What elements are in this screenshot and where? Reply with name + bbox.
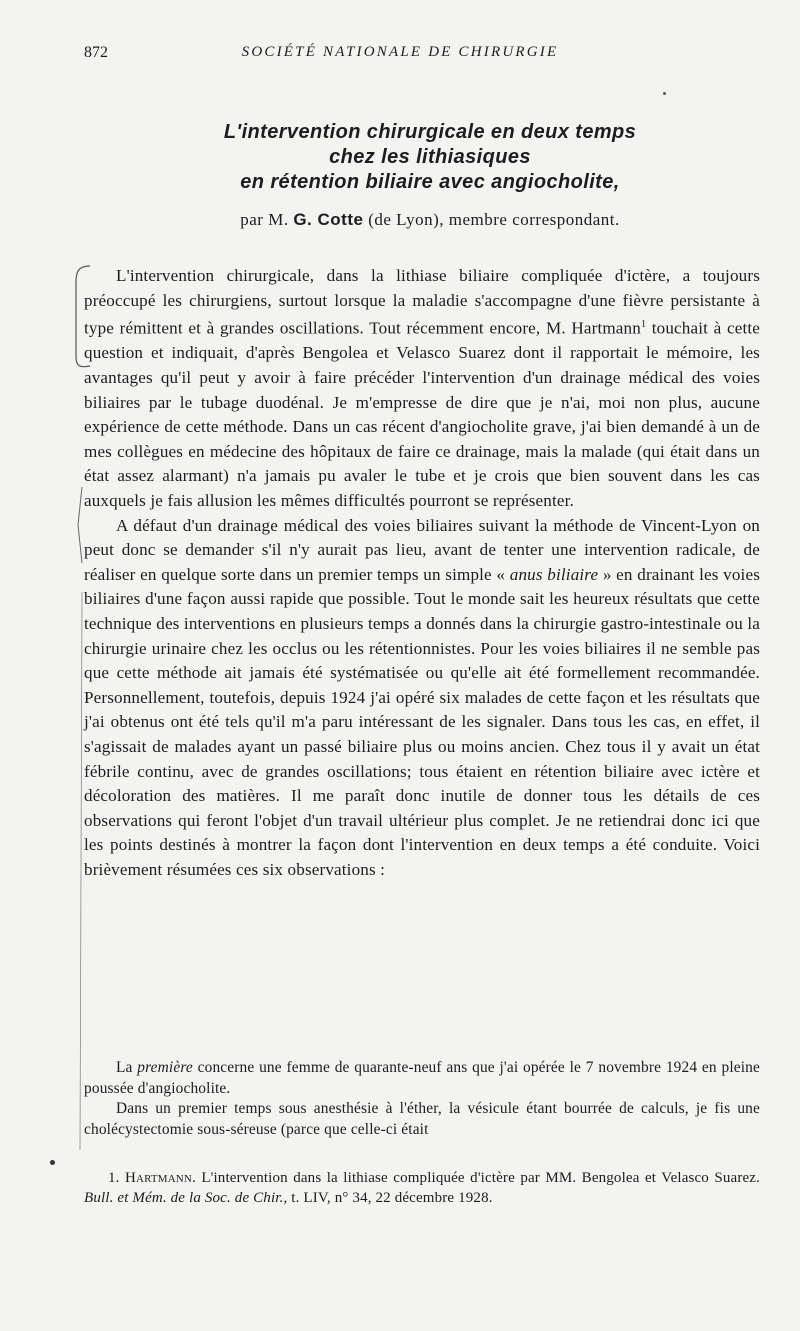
body-p2-text-b: » en drainant les voies biliaires d'une façon aussi rapide que possible. Tout le monde sait les heureux résultats que cette technique des interventions en plusieurs temps a donnés dans la chirurgie gastro-intestinale ou la chirurgie urinaire chez les occlus ou les rétentionnistes. Pour les voies biliaires il ne semble pas que cette méthode ait jamais été systématisée ou qu'elle ait été formellement recommandée. Personnellement, toutefois, depuis 1924 j'ai opéré six malades de cette façon et les résultats que j'ai obtenus ont été tels qu'il m'a paru intéressant de les signaler. Dans tous les cas, en effet, il s'agissait de malades ayant un passé biliaire plus ou moins ancien. Chez tous il y avait un état fébrile continu, avec de grandes oscillations; tous étaient en rétention biliaire avec ictère et décoloration des matières. Il me paraît donc inutile de donner tous les détails de ces observations qui feront l'objet d'un travail ultérieur plus complet. Je ne retiendrai donc ici que les points destinés à montrer la façon dont l'intervention en deux temps a été conduite. Voici brièvement résumées ces six observations : <box>84 564 760 879</box>
body-p1-text-a: L'intervention chirurgicale, dans la lithiase biliaire compliquée d'ictère, a toujours préoccupé les chirurgiens, surtout lorsque la maladie s'accompagne d'une fièvre persistante à type rémittent et à grandes oscillations. Tout récemment encore, M. Hartmann <box>84 266 760 338</box>
body-p2-emphasis: anus biliaire <box>509 564 599 584</box>
footnote-text-a: L'intervention dans la lithiase compliquée d'ictère par MM. Bengolea et Velasco Suarez. <box>195 1170 760 1186</box>
footnote <box>84 1168 760 1208</box>
observations-section <box>84 1058 760 1140</box>
margin-dot <box>50 1160 55 1165</box>
obs-p1-text-b: concerne une femme de quarante-neuf ans que j'ai opérée le 7 novembre 1924 en pleine poussée d'angiocholite. <box>84 1059 760 1097</box>
obs-p1-text-a: La <box>116 1059 138 1076</box>
author-name: G. Cotte <box>293 210 364 229</box>
article-title-block <box>100 120 760 230</box>
observation-paragraph-1 <box>84 1058 760 1099</box>
observation-paragraph-2: Dans un premier temps sous anesthésie à l'éther, la vésicule étant bourrée de calculs, je fis une cholécystectomie sous-séreuse (parce que celle-ci était <box>84 1100 760 1138</box>
body-p2-text-a: A défaut d'un drainage médical des voies biliaires suivant la méthode de Vincent-Lyon on peut donc se demander s'il n'y aurait pas lieu, avant de tenter une intervention radicale, de réaliser en quelque sorte dans un premier temps un simple « <box>84 515 760 584</box>
article-title-line-1: L'intervention chirurgicale en deux temps <box>223 121 637 143</box>
byline-suffix: (de Lyon), membre correspondant. <box>368 210 620 229</box>
article-title-line-2: chez les lithiasiques <box>329 146 531 168</box>
footnote-text-b: , t. LIV, n° 34, 22 décembre 1928. <box>283 1190 493 1206</box>
byline-prefix: par M. <box>240 210 289 229</box>
body-paragraph-2 <box>84 514 760 883</box>
footnote-journal: Bull. et Mém. de la Soc. de Chir. <box>84 1190 284 1206</box>
body-p1-text-b: touchait à cette question et indiquait, d'après Bengolea et Velasco Suarez dont il rapportait le mémoire, les avantages qu'il peut y avoir à faire précéder l'intervention d'un drainage médical des voies biliaires par le tubage duodénal. Je m'empresse de dire que je n'ai, moi non plus, aucune expérience de cette méthode. Dans un cas récent d'angiocholite grave, j'ai bien demandé à un de mes collègues en médecine des hôpitaux de faire ce drainage, mais la malade (qui était dans un état assez alarmant) n'a jamais pu avaler le tube et je crois que bien souvent dans les cas auxquels je fais allusion les mêmes difficultés pourront se représenter. <box>84 318 760 511</box>
footnote-marker: 1. <box>108 1170 120 1186</box>
obs-p1-emphasis: première <box>137 1059 193 1076</box>
page-header <box>0 44 800 68</box>
footnote-text <box>84 1168 760 1208</box>
page-number: 872 <box>84 44 108 61</box>
article-title-line-3: en rétention biliaire avec angiocholite, <box>240 171 620 193</box>
body-paragraph-1 <box>84 264 760 514</box>
byline <box>100 210 760 230</box>
article-body <box>84 264 760 883</box>
footnote-name: Hartmann. <box>125 1170 196 1186</box>
running-title: SOCIÉTÉ NATIONALE DE CHIRURGIE <box>241 44 559 60</box>
print-speck <box>663 92 666 95</box>
footnote-ref: 1 <box>640 319 647 331</box>
